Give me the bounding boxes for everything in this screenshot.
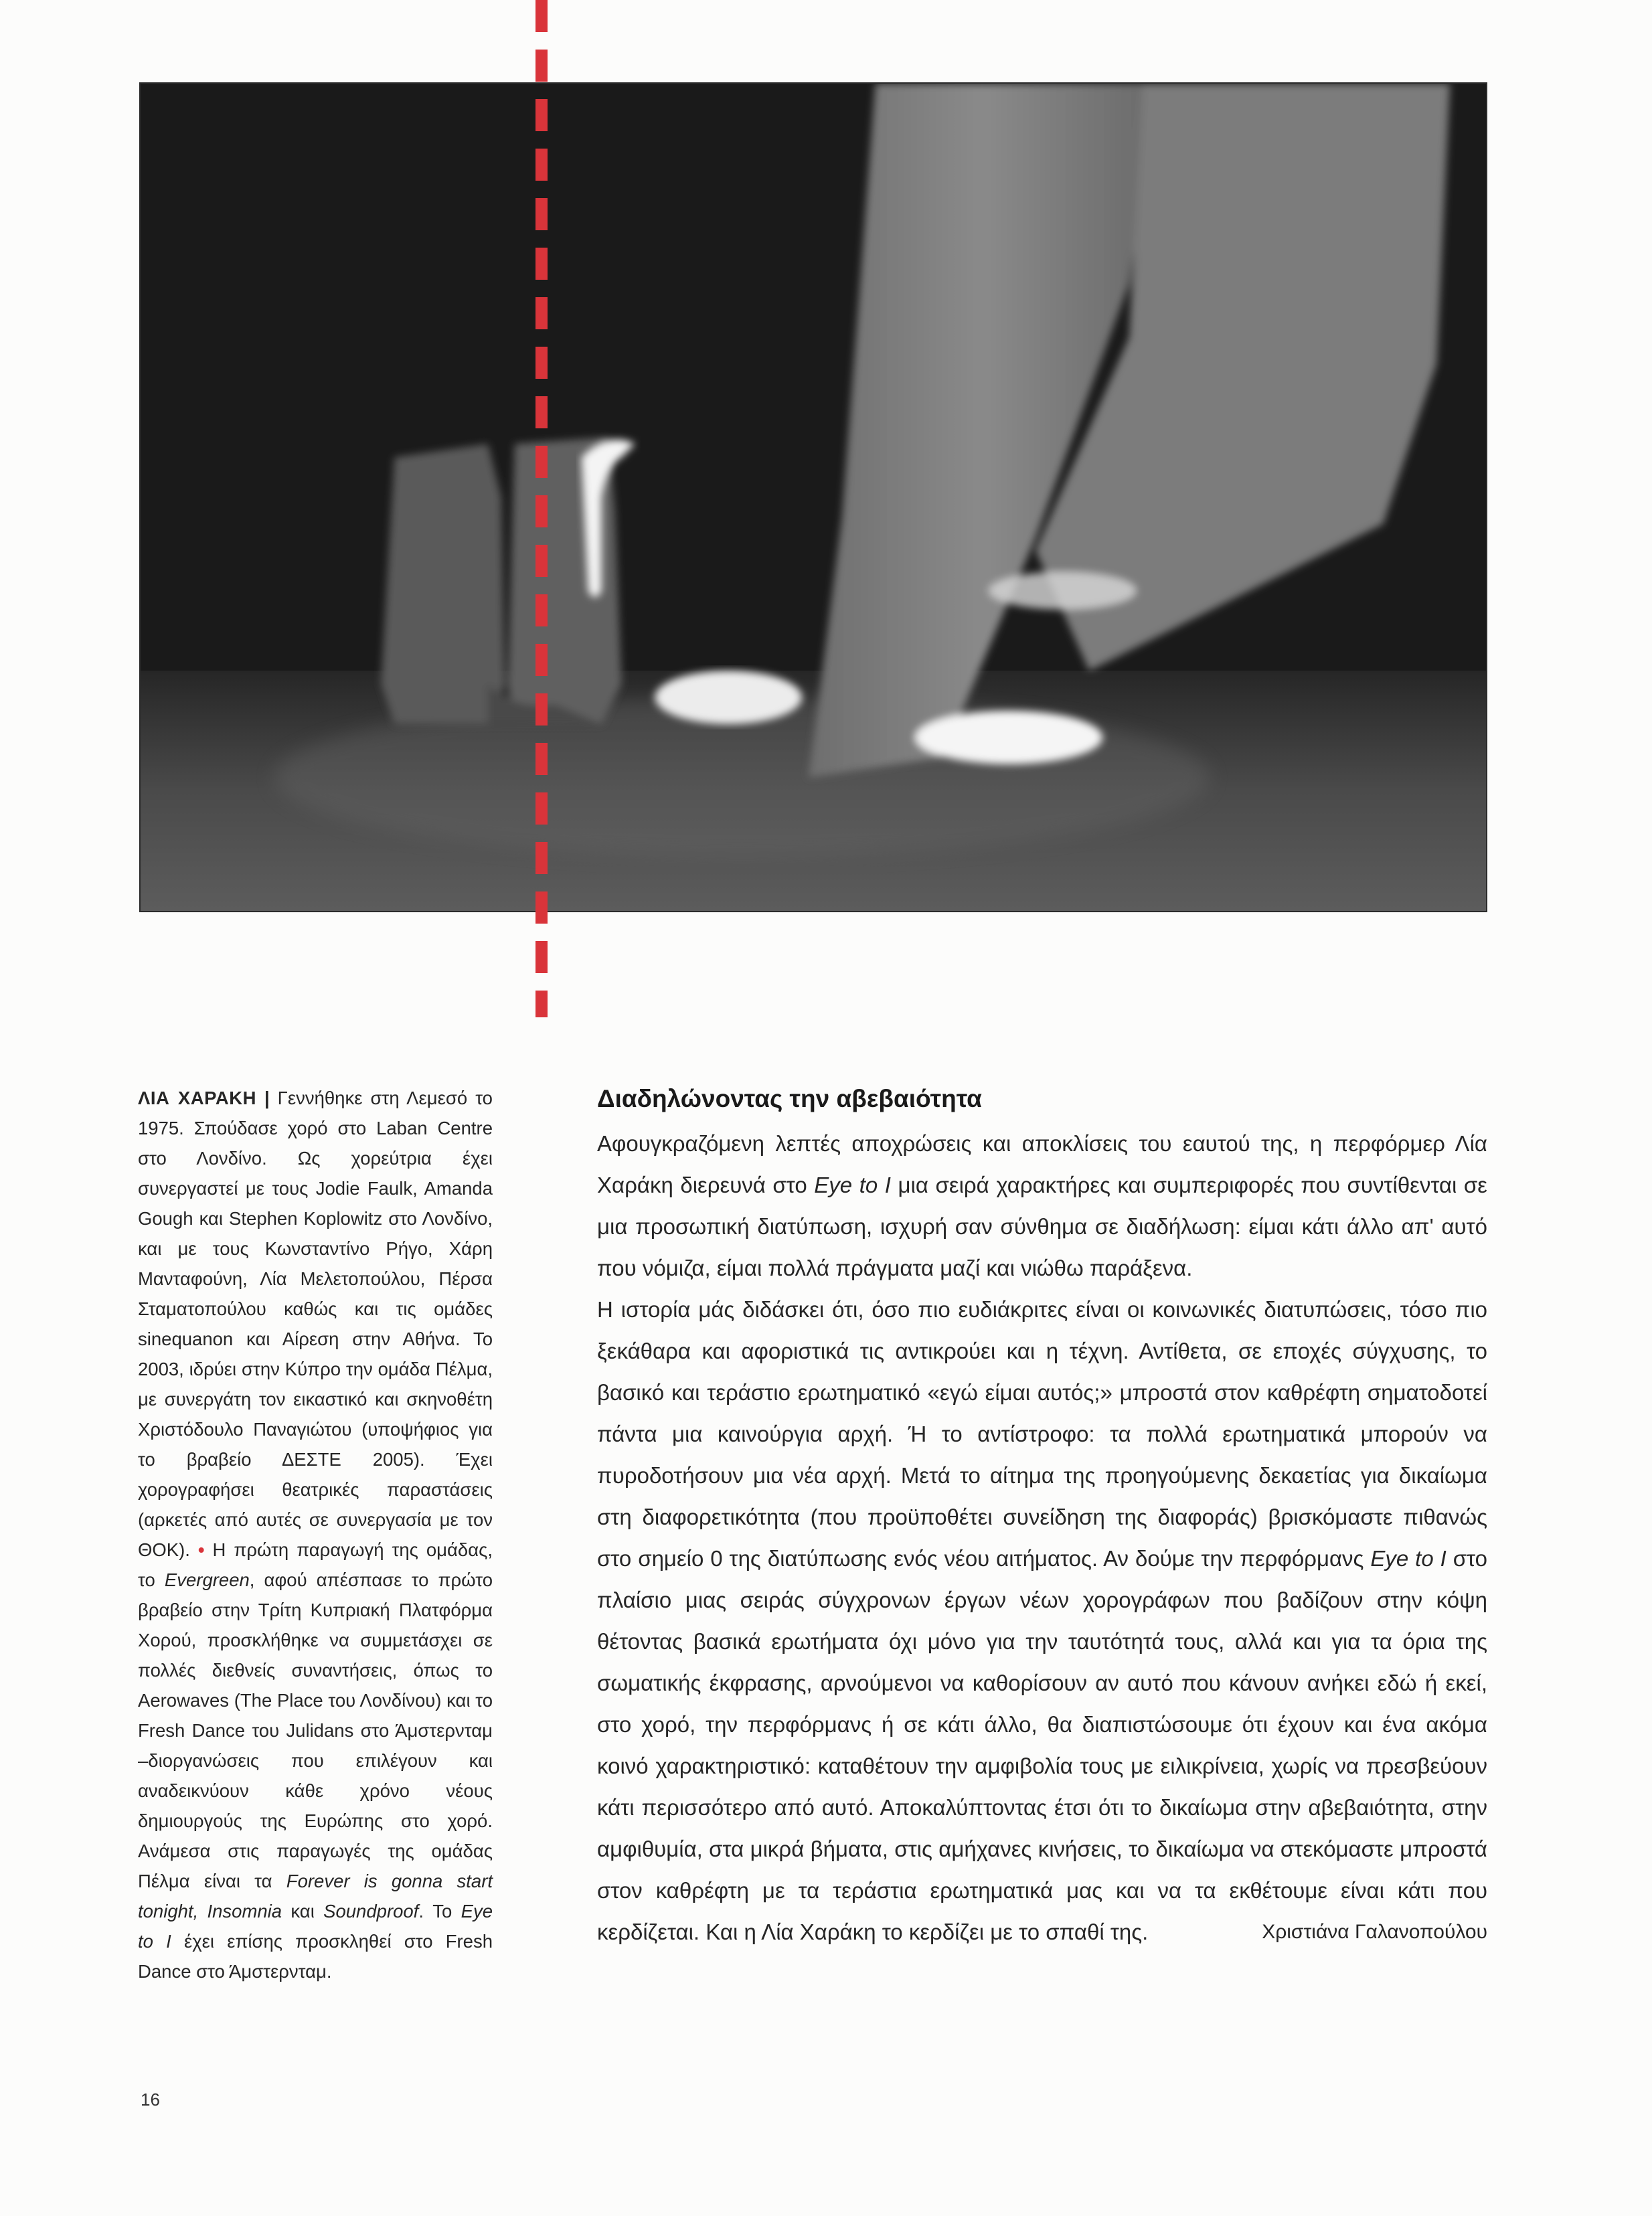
bio-text: Γεννήθηκε στη Λεμεσό το 1975. Σπούδασε χορό στο Laban Centre στο Λονδίνο. Ως χορεύτρια έχει συνεργαστεί με τους Jodie Faulk, Amanda Gough και Stephen Koplowitz στο Λονδίνο, και με τους Κωνσταντίνο Ρήγο, Χάρη Μανταφούνη, Λία Μελετοπούλου, Πέρσα Σταματοπούλου καθώς και τις ομάδες sinequanon και Αίρεση στην Αθήνα. Το 2003, ιδρύει στην Κύπρο την ομάδα Πέλμα, με συνεργάτη τον εικαστικό και σκηνοθέτη Χριστόδουλο Παναγιώτου (υποψήφιος για το βραβείο ΔΕΣΤΕ 2005). Έχει χορογραφήσει θεατρικές παραστάσεις (αρκετές από αυτές σε συνεργασία με τον ΘΟΚ). <box>138 1088 493 1560</box>
article-work-title: Eye to I <box>814 1173 891 1197</box>
article-paragraph <box>597 1123 1487 1289</box>
floor-highlight <box>655 671 802 724</box>
bio-work-title: Soundproof <box>323 1901 419 1922</box>
bio-bullet: • <box>197 1539 205 1560</box>
article-text: Αφουγκραζόμενη λεπτές αποχρώσεις και αποκλίσεις του εαυτού της, η περφόρμερ Λία Χαράκη διερευνά στο <box>597 1131 1487 1197</box>
article-text: Η ιστορία μάς διδάσκει ότι, όσο πιο ευδιάκριτες είναι οι κοινωνικές διατυπώσεις, τόσο πιο ξεκάθαρα και αφοριστικά τις αντικρούει και η τέχνη. Αντίθετα, σε εποχές σύγχυσης, το βασικό και τεράστιο ερωτηματικό «εγώ είμαι αυτός;» μπροστά στον καθρέφτη σηματοδοτεί πάντα μια καινούργια αρχή. Ή το αντίστροφο: τα πολλά ερωτηματικά μπορούν να πυροδοτήσουν μια νέα αρχή. Μετά το αίτημα της προηγούμενης δεκαετίας για δικαίωμα στη διαφορετικότητα (που προϋποθέτει συνείδηση της διαφοράς) βρισκόμαστε πιθανώς στο σημείο 0 της διατύπωσης ενός νέου αιτήματος. Αν δούμε την περφόρμανς <box>597 1297 1487 1571</box>
bio-text: έχει επίσης προσκληθεί στο Fresh Dance στο Άμστερνταμ. <box>138 1931 493 1982</box>
article-title: Διαδηλώνοντας την αβεβαιότητα <box>597 1085 982 1112</box>
article-text: μια σειρά χαρακτήρες και συμπεριφορές που συντίθενται σε μια προσωπική διατύπωση, ισχυρή σαν σύνθημα σε διαδήλωση: είμαι κάτι άλλο απ' αυτό που νόμιζα, είμαι πολλά πράγματα μαζί και νιώθω παράξενα. <box>597 1173 1487 1280</box>
bio-work-title: Eye to I <box>138 1901 493 1952</box>
bio-text: και <box>291 1901 315 1922</box>
article-text: στο πλαίσιο μιας σειράς σύγχρονων έργων νέων χορογράφων που βαδίζουν στην κόψη θέτοντας βασικά ερωτήματα όχι μόνο για την ταυτότητά τους, αλλά και για τα όρια της σωματικής έκφρασης, αρνούμενοι να καθορίσουν αν αυτό που κάνουν ανήκει εδώ ή εκεί, στο χορό, την περφόρμανς ή σε κάτι άλλο, θα διαπιστώσουμε ότι έχουν και ένα ακόμα κοινό χαρακτηριστικό: καταθέτουν την αμφιβολία τους με ειλικρίνεια, χωρίς να πρεσβεύουν κάτι περισσότερο από αυτό. Αποκαλύπτοντας έτσι ότι το δικαίωμα στην αβεβαιότητα, στην αμφιθυμία, στα μικρά βήματα, στις αμήχανες κινήσεις, το δικαίωμα να στεκόμαστε μπροστά στον καθρέφτη με τα τεράστια ερωτηματικά μας και να τα εκθέτουμε είναι κάτι που κερδίζεται. Και η Λία Χαράκη το κερδίζει με το σπαθί της. <box>597 1546 1487 1944</box>
bio-work-title: Evergreen <box>164 1569 250 1590</box>
bio-column <box>138 1083 493 1986</box>
bio-text: Η πρώτη παραγωγή της ομάδας, το <box>138 1539 493 1590</box>
bio-name: ΛΙΑ ΧΑΡΑΚΗ <box>138 1088 256 1108</box>
article <box>597 1083 1487 1953</box>
article-author: Χριστιάνα Γαλανοπούλου <box>1262 1921 1487 1943</box>
page-number: 16 <box>141 2090 160 2110</box>
bio-work-title: Forever is gonna start tonight, Insomnia <box>138 1871 493 1922</box>
red-dashed-line <box>535 0 548 1017</box>
bio-separator: | <box>264 1088 270 1108</box>
article-paragraph <box>597 1289 1487 1953</box>
article-body <box>597 1123 1487 1953</box>
performance-photo-art <box>141 84 1486 911</box>
performance-photo <box>139 82 1487 912</box>
article-work-title: Eye to I <box>1370 1546 1447 1571</box>
bio-text: . Το <box>418 1901 452 1922</box>
bio-text: , αφού απέσπασε το πρώτο βραβείο στην Τρίτη Κυπριακή Πλατφόρμα Χορού, προσκλήθηκε να συμμετάσχει σε πολλές διεθνείς συναντήσεις, όπως το Aerowaves (The Place του Λονδίνου) και το Fresh Dance του Julidans στο Άμστερνταμ –διοργανώσεις που επιλέγουν και αναδεικνύουν κάθε χρόνο νέους δημιουργούς της Ευρώπης στο χορό. Ανάμεσα στις παραγωγές της ομάδας Πέλμα είναι τα <box>138 1569 493 1891</box>
